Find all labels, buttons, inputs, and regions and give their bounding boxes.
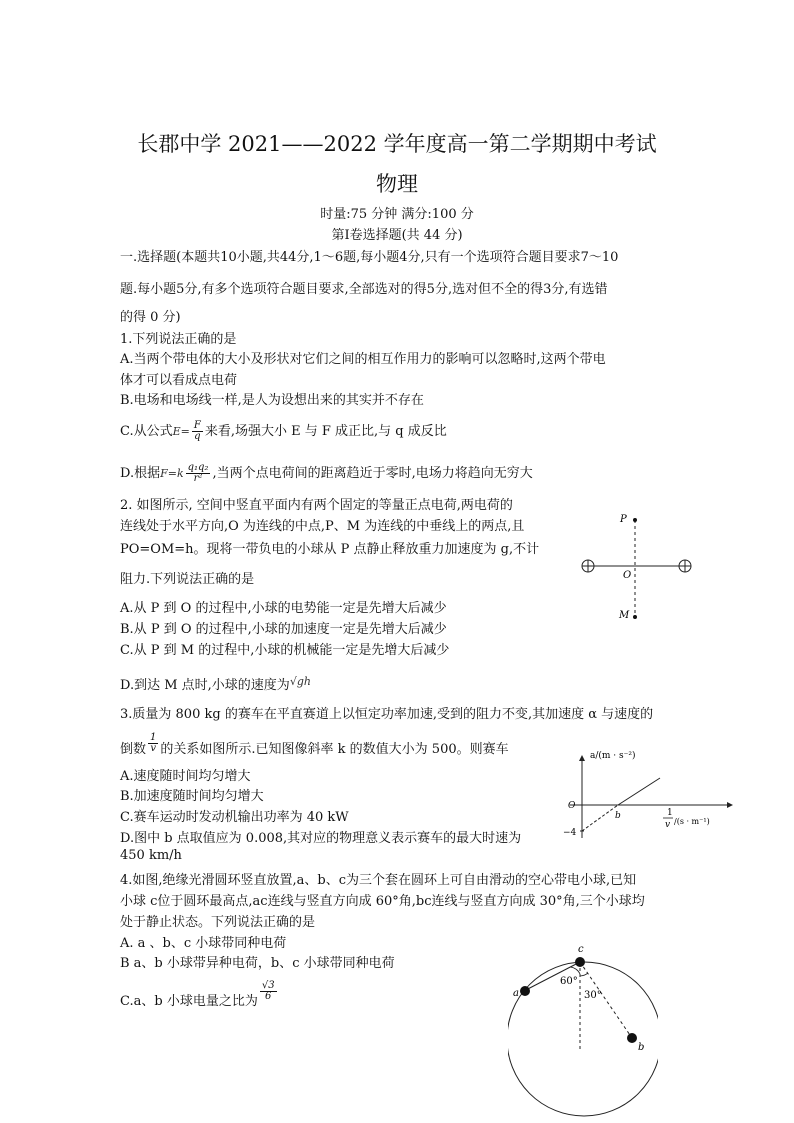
q1-option-a-line2: 体才可以看成点电荷 (120, 373, 238, 388)
label-c: c (578, 944, 584, 955)
q3-option-d-line1: D.图中 b 点取值应为 0.008,其对应的物理意义表示赛车的最大时速为 (120, 831, 522, 846)
q1-stem: 1.下列说法正确的是 (120, 332, 237, 347)
data-line (618, 778, 660, 805)
q2-d-formula: √gh (289, 675, 311, 688)
q1-option-a-line1: A.当两个带电体的大小及形状对它们之间的相互作用力的影响可以忽略时,这两个带电 (120, 352, 606, 367)
instructions-line-2: 题.每小题5分,有多个选项符合题目要求,全部选对的得5分,选对但不全的得3分,有选错 (120, 282, 608, 297)
label-angle-30: 30° (584, 990, 602, 1001)
graph-y-value-label: −4 (563, 828, 577, 838)
angle-30-arc (580, 973, 588, 976)
ball-b (627, 1033, 637, 1043)
q2-stem-line3: PO=OM=h。现将一带负电的小球从 P 点静止释放重力加速度为 g,不计 (120, 542, 540, 557)
q4-stem-line1: 4.如图,绝缘光滑圆环竖直放置,a、b、c为三个套在圆环上可自由滑动的空心带电小球,已知 (120, 873, 637, 888)
q2-stem-line2: 连线处于水平方向,O 为连线的中点,P、M 为连线的中垂线上的两点,且 (120, 519, 525, 534)
q4-stem-line3: 处于静止状态。下列说法正确的是 (120, 915, 316, 930)
q1-option-d: D.根据F=k $\frac{\text{q₁q₂}}{\text{r²}}$ ,当两个点电荷间的距离趋近于零时,电场力将趋向无穷大 (120, 462, 533, 484)
positive-charge-right (679, 560, 691, 572)
point-o-label: O (623, 570, 632, 581)
graph-x-label-unit: /(s · m⁻¹) (674, 817, 710, 826)
ball-a (520, 986, 530, 996)
section-title: 第Ⅰ卷选择题(共 44 分) (331, 228, 463, 243)
extrapolated-line (582, 805, 618, 831)
q3-option-c: C.赛车运动时发动机输出功率为 40 kW (120, 810, 349, 825)
q3-stem-line1: 3.质量为 800 kg 的赛车在平直赛道上以恒定功率加速,受到的阻力不变,其加速度 α 与速度的 (120, 707, 654, 722)
label-a: a (513, 988, 519, 999)
q3-option-b: B.加速度随时间均匀增大 (120, 789, 264, 804)
q2-figure (575, 505, 695, 625)
instructions-line-3: 的得 0 分) (120, 310, 181, 325)
graph-x-label-den: v (665, 820, 671, 830)
q4-stem-line2: 小球 c位于圆环最高点,ac连线与竖直方向成 60°角,bc连线与竖直方向成 30°角,三个小球均 (120, 894, 645, 909)
q4-option-c: C.a、b 小球电量之比为 $\frac{√3}{6}$ (120, 980, 275, 1009)
q2-option-a: A.从 P 到 O 的过程中,小球的电势能一定是先增大后减少 (120, 601, 447, 616)
point-m-dot (633, 615, 637, 619)
q1-option-b: B.电场和电场线一样,是人为设想出来的其实并不存在 (120, 393, 424, 408)
q1-option-c: C.从公式E= $\frac{F}{q}$ 来看,场强大小 E 与 F 成正比,与 q 成反比 (120, 420, 447, 442)
q1-d-formula-fraction: $\frac{\text{q₁q₂}}{\text{r²}}$ (187, 462, 209, 484)
point-p-label: P (620, 514, 627, 525)
q2-option-d: D.到达 M 点时,小球的速度为$^{√gh}$ (120, 675, 311, 693)
q2-stem-line1: 2. 如图所示, 空间中竖直平面内有两个固定的等量正点电荷,两电荷的 (120, 498, 513, 513)
exam-title: 长郡中学 2021——2022 学年度高一第二学期期中考试 (137, 132, 657, 156)
q4-option-a: A. a 、b、c 小球带同种电荷 (120, 936, 287, 951)
ball-c (575, 957, 585, 967)
q2-option-b: B.从 P 到 O 的过程中,小球的加速度一定是先增大后减少 (120, 622, 447, 637)
label-b: b (638, 1042, 645, 1053)
q2-option-c: C.从 P 到 M 的过程中,小球的机械能一定是先增大后减少 (120, 643, 450, 658)
point-p-dot (633, 518, 637, 522)
q1-c-formula-fraction: $\frac{F}{q}$ (193, 420, 201, 442)
instructions-line-1: 一.选择题(本题共10小题,共44分,1～6题,每小题4分,只有一个选项符合题目要求7～10 (120, 250, 619, 265)
positive-charge-left (582, 560, 594, 572)
q4-option-b: B a、b 小球带异种电荷，b、c 小球带同种电荷 (120, 956, 395, 971)
q3-option-d-line2: 450 km/h (120, 848, 182, 863)
q3-graph (560, 748, 740, 848)
graph-b-label: b (615, 811, 621, 821)
q3-option-a: A.速度随时间均匀增大 (120, 769, 251, 784)
subject-title: 物理 (376, 172, 418, 196)
exam-info: 时量:75 分钟 满分:100 分 (320, 207, 474, 222)
q3-inverse-v-fraction: $\frac{1}{v}$ (150, 732, 157, 754)
q1-d-formula-lhs: F=k (160, 467, 184, 480)
q3-stem-line2: 倒数 $\frac{1}{v}$ 的关系如图所示.已知图像斜率 k 的数值大小为 500。则赛车 (120, 732, 509, 757)
graph-y-label: a/(m · s⁻²) (590, 751, 636, 761)
q1-c-formula-lhs: E= (172, 425, 190, 438)
graph-origin-label: O (568, 801, 576, 811)
q4-figure (508, 940, 658, 1118)
graph-x-label-num: 1 (667, 808, 673, 818)
q4-charge-ratio-fraction: $\frac{√3}{6}$ (261, 980, 275, 1002)
point-m-label: M (619, 610, 630, 621)
angle-60-arc (570, 967, 580, 974)
q2-stem-line4: 阻力.下列说法正确的是 (120, 572, 255, 587)
label-angle-60: 60° (560, 976, 578, 987)
